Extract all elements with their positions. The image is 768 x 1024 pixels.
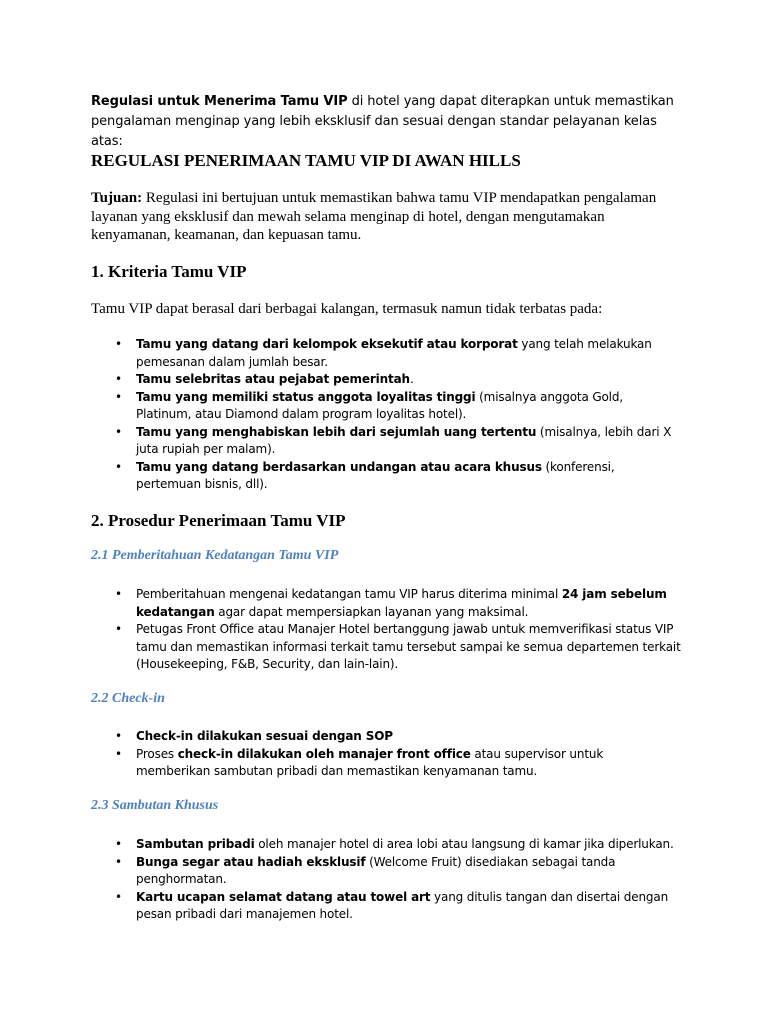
list-item-bold: Bunga segar atau hadiah eksklusif xyxy=(136,854,366,869)
tujuan-text: Regulasi ini bertujuan untuk memastikan bahwa tamu VIP mendapatkan pengalaman layanan yang eksklusif dan mewah selama menginap di hotel, dengan mengutamakan kenyamanan, keamanan, dan kepuasan tamu. xyxy=(91,190,657,243)
list-item xyxy=(91,621,681,674)
bullet-icon: • xyxy=(115,389,122,404)
sub3-list xyxy=(91,836,681,924)
list-item-text: oleh manajer hotel di area lobi atau langsung di kamar jika diperlukan. xyxy=(254,837,674,851)
sub2-heading: 2.2 Check-in xyxy=(91,691,165,706)
section1-lead: Tamu VIP dapat berasal dari berbagai kalangan, termasuk namun tidak terbatas pada: xyxy=(91,301,603,317)
list-item xyxy=(91,836,681,854)
list-item-bold: 24 jam sebelum kedatangan xyxy=(136,587,667,619)
intro-paragraph xyxy=(91,92,681,152)
sub3-heading: 2.3 Sambutan Khusus xyxy=(91,798,219,813)
list-item-text: Proses xyxy=(136,746,178,761)
list-item-text: atau supervisor untuk memberikan sambutan pribadi dan memastikan kenyamanan tamu. xyxy=(136,746,604,778)
list-item-bold: check-in dilakukan oleh manajer front office xyxy=(177,746,471,761)
list-item-text: . xyxy=(409,372,414,386)
bullet-icon: • xyxy=(115,837,122,851)
list-item xyxy=(91,728,681,746)
list-item xyxy=(91,854,681,889)
bullet-icon: • xyxy=(115,746,122,761)
section2-heading: 2. Prosedur Penerimaan Tamu VIP xyxy=(91,511,346,530)
list-item-bold: Tamu yang datang berdasarkan undangan atau acara khusus xyxy=(136,459,542,474)
bullet-icon: • xyxy=(115,372,122,386)
bullet-icon: • xyxy=(115,854,122,869)
list-item-text: Pemberitahuan mengenai kedatangan tamu VIP harus diterima minimal xyxy=(136,587,562,601)
list-item xyxy=(91,586,681,621)
list-item xyxy=(91,459,681,494)
list-item-text: agar dapat mempersiapkan layanan yang maksimal. xyxy=(214,604,529,619)
list-item xyxy=(91,336,681,371)
bullet-icon: • xyxy=(115,459,122,474)
bullet-icon: • xyxy=(115,889,122,904)
list-item xyxy=(91,746,681,781)
bullet-icon: • xyxy=(115,622,122,636)
list-item xyxy=(91,424,681,459)
list-item-text: yang telah melakukan pemesanan dalam jumlah besar. xyxy=(136,337,652,369)
list-item-text: (misalnya anggota Gold, Platinum, atau Diamond dalam program loyalitas hotel). xyxy=(136,389,624,421)
list-item-bold: Tamu yang memiliki status anggota loyalitas tinggi xyxy=(136,389,476,404)
list-item-bold: Check-in dilakukan sesuai dengan SOP xyxy=(136,729,393,743)
section1-heading: 1. Kriteria Tamu VIP xyxy=(91,262,247,281)
list-item-text: Petugas Front Office atau Manajer Hotel bertanggung jawab untuk memverifikasi status VIP tamu dan memastikan informasi terkait tamu tersebut sampai ke semua departemen terkait (Housekeeping, F&B, Security, dan lain-lain). xyxy=(136,622,681,671)
list-item-bold: Sambutan pribadi xyxy=(136,837,255,851)
bullet-icon: • xyxy=(115,337,122,351)
tujuan-paragraph xyxy=(91,189,681,245)
bullet-icon: • xyxy=(115,587,122,601)
intro-bold: Regulasi untuk Menerima Tamu VIP xyxy=(91,94,348,109)
list-item-text: (Welcome Fruit) disediakan sebagai tanda penghormatan. xyxy=(136,854,616,886)
list-item xyxy=(91,889,681,924)
sub1-heading: 2.1 Pemberitahuan Kedatangan Tamu VIP xyxy=(91,548,339,563)
list-item-text: yang ditulis tangan dan disertai dengan pesan pribadi dari manajemen hotel. xyxy=(136,889,669,921)
list-item xyxy=(91,389,681,424)
bullet-icon: • xyxy=(115,729,122,743)
document-title: REGULASI PENERIMAAN TAMU VIP DI AWAN HILLS xyxy=(91,151,521,170)
sub1-list xyxy=(91,586,681,674)
sub2-list xyxy=(91,728,681,781)
list-item-bold: Tamu selebritas atau pejabat pemerintah xyxy=(136,372,410,386)
list-item-bold: Kartu ucapan selamat datang atau towel art xyxy=(136,889,431,904)
intro-rest: di hotel yang dapat diterapkan untuk memastikan pengalaman menginap yang lebih eksklusif dan sesuai dengan standar pelayanan kelas atas: xyxy=(91,94,674,149)
list-item-text: (konferensi, pertemuan bisnis, dll). xyxy=(136,459,615,491)
bullet-icon: • xyxy=(115,424,122,439)
list-item-text: (misalnya, lebih dari X juta rupiah per malam). xyxy=(136,424,672,456)
list-item xyxy=(91,371,681,389)
list-item-bold: Tamu yang menghabiskan lebih dari sejumlah uang tertentu xyxy=(136,424,537,439)
tujuan-label: Tujuan: xyxy=(91,190,143,206)
section1-list xyxy=(91,336,681,494)
list-item-bold: Tamu yang datang dari kelompok eksekutif atau korporat xyxy=(136,337,518,351)
